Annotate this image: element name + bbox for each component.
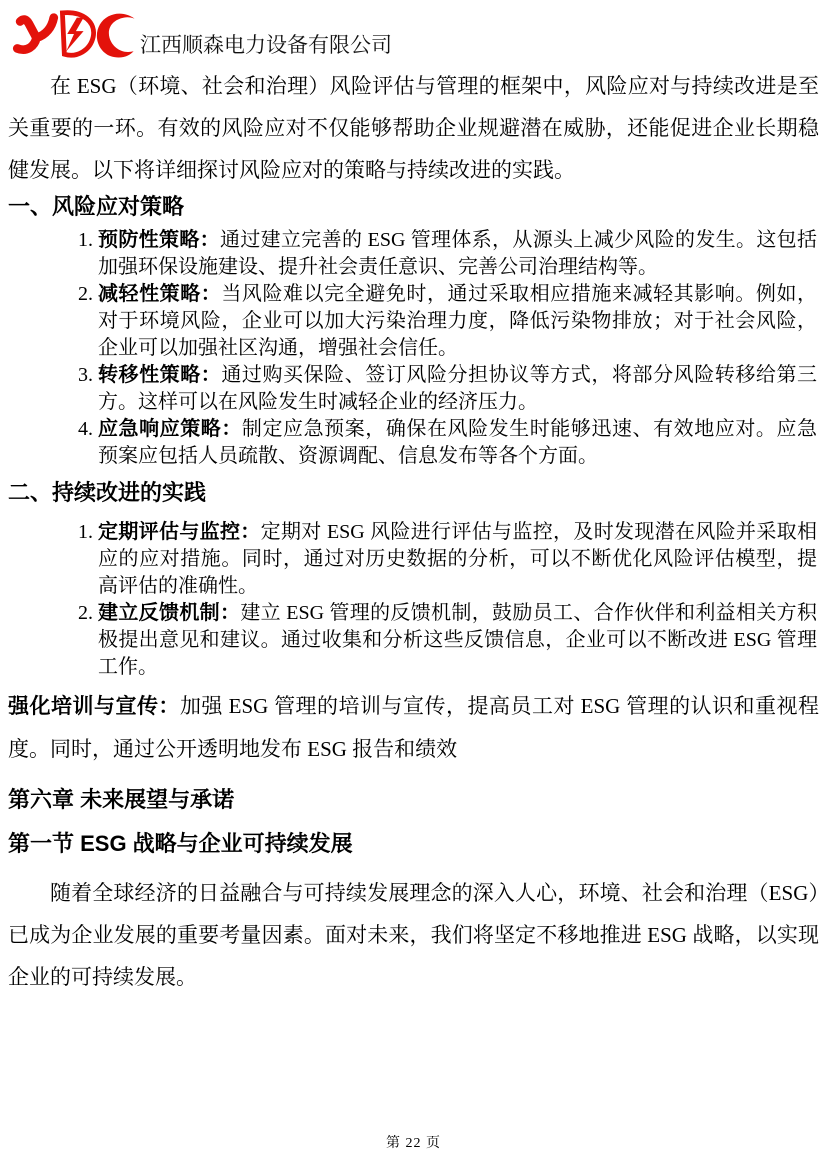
document-header xyxy=(8,5,819,59)
training-paragraph xyxy=(8,685,819,770)
training-paragraph-label: 强化培训与宣传： xyxy=(8,695,180,718)
section-1-title: 一、风险应对策略 xyxy=(8,194,185,219)
list-item xyxy=(98,519,819,600)
section-heading: 第一节 ESG 战略与企业可持续发展 xyxy=(8,831,353,856)
list-item-text: 通过建立完善的 ESG 管理体系，从源头上减少风险的发生。这包括加强环保设施建设、提升社会责任意识、完善公司治理结构等。 xyxy=(98,229,817,278)
list-item-text: 通过购买保险、签订风险分担协议等方式，将部分风险转移给第三方。这样可以在风险发生时减轻企业的经济压力。 xyxy=(98,364,818,413)
list-item-label: 定期评估与监控： xyxy=(98,521,261,543)
closing-paragraph: 随着全球经济的日益融合与可持续发展理念的深入人心，环境、社会和治理（ESG）已成为企业发展的重要考量因素。面对未来，我们将坚定不移地推进 ESG 战略，以实现企业的可持续发展。 xyxy=(8,881,819,989)
list-item-text: 建立 ESG 管理的反馈机制，鼓励员工、合作伙伴和利益相关方积极提出意见和建议。通过收集和分析这些反馈信息，企业可以不断改进 ESG 管理工作。 xyxy=(98,602,817,678)
list-item xyxy=(98,600,819,681)
list-item xyxy=(98,281,819,362)
company-name: 江西顺森电力设备有限公司 xyxy=(140,33,392,57)
chapter-heading: 第六章 未来展望与承诺 xyxy=(8,787,235,812)
list-item-text: 定期对 ESG 风险进行评估与监控，及时发现潜在风险并采取相应的应对措施。同时，通过对历史数据的分析，可以不断优化风险评估模型，提高评估的准确性。 xyxy=(98,521,817,597)
continuous-improvement-list xyxy=(8,519,819,681)
list-item-label: 应急响应策略： xyxy=(98,418,242,440)
list-item xyxy=(98,227,819,281)
list-item-text: 当风险难以完全避免时，通过采取相应措施来减轻其影响。例如，对于环境风险，企业可以加大污染治理力度，降低污染物排放；对于社会风险，企业可以加强社区沟通，增强社会信任。 xyxy=(98,283,818,359)
list-item-label: 减轻性策略： xyxy=(98,283,222,305)
list-item xyxy=(98,416,819,470)
section-2-title: 二、持续改进的实践 xyxy=(8,480,207,505)
intro-paragraph: 在 ESG（环境、社会和治理）风险评估与管理的框架中，风险应对与持续改进是至关重要的一环。有效的风险应对不仅能够帮助企业规避潜在威胁，还能促进企业长期稳健发展。以下将详细探讨风险应对的策略与持续改进的实践。 xyxy=(8,74,819,182)
training-paragraph-text: 加强 ESG 管理的培训与宣传，提高员工对 ESG 管理的认识和重视程度。同时，通过公开透明地发布 ESG 报告和绩效 xyxy=(8,694,820,761)
list-item-label: 转移性策略： xyxy=(98,364,222,386)
page-number: 第 22 页 xyxy=(386,1136,441,1151)
list-item-text: 制定应急预案，确保在风险发生时能够迅速、有效地应对。应急预案应包括人员疏散、资源调配、信息发布等各个方面。 xyxy=(98,418,818,467)
lydc-logo-icon xyxy=(8,9,138,59)
risk-strategy-list xyxy=(8,227,819,470)
list-item-label: 建立反馈机制： xyxy=(98,602,241,624)
list-item xyxy=(98,362,819,416)
list-item-label: 预防性策略： xyxy=(98,229,220,251)
